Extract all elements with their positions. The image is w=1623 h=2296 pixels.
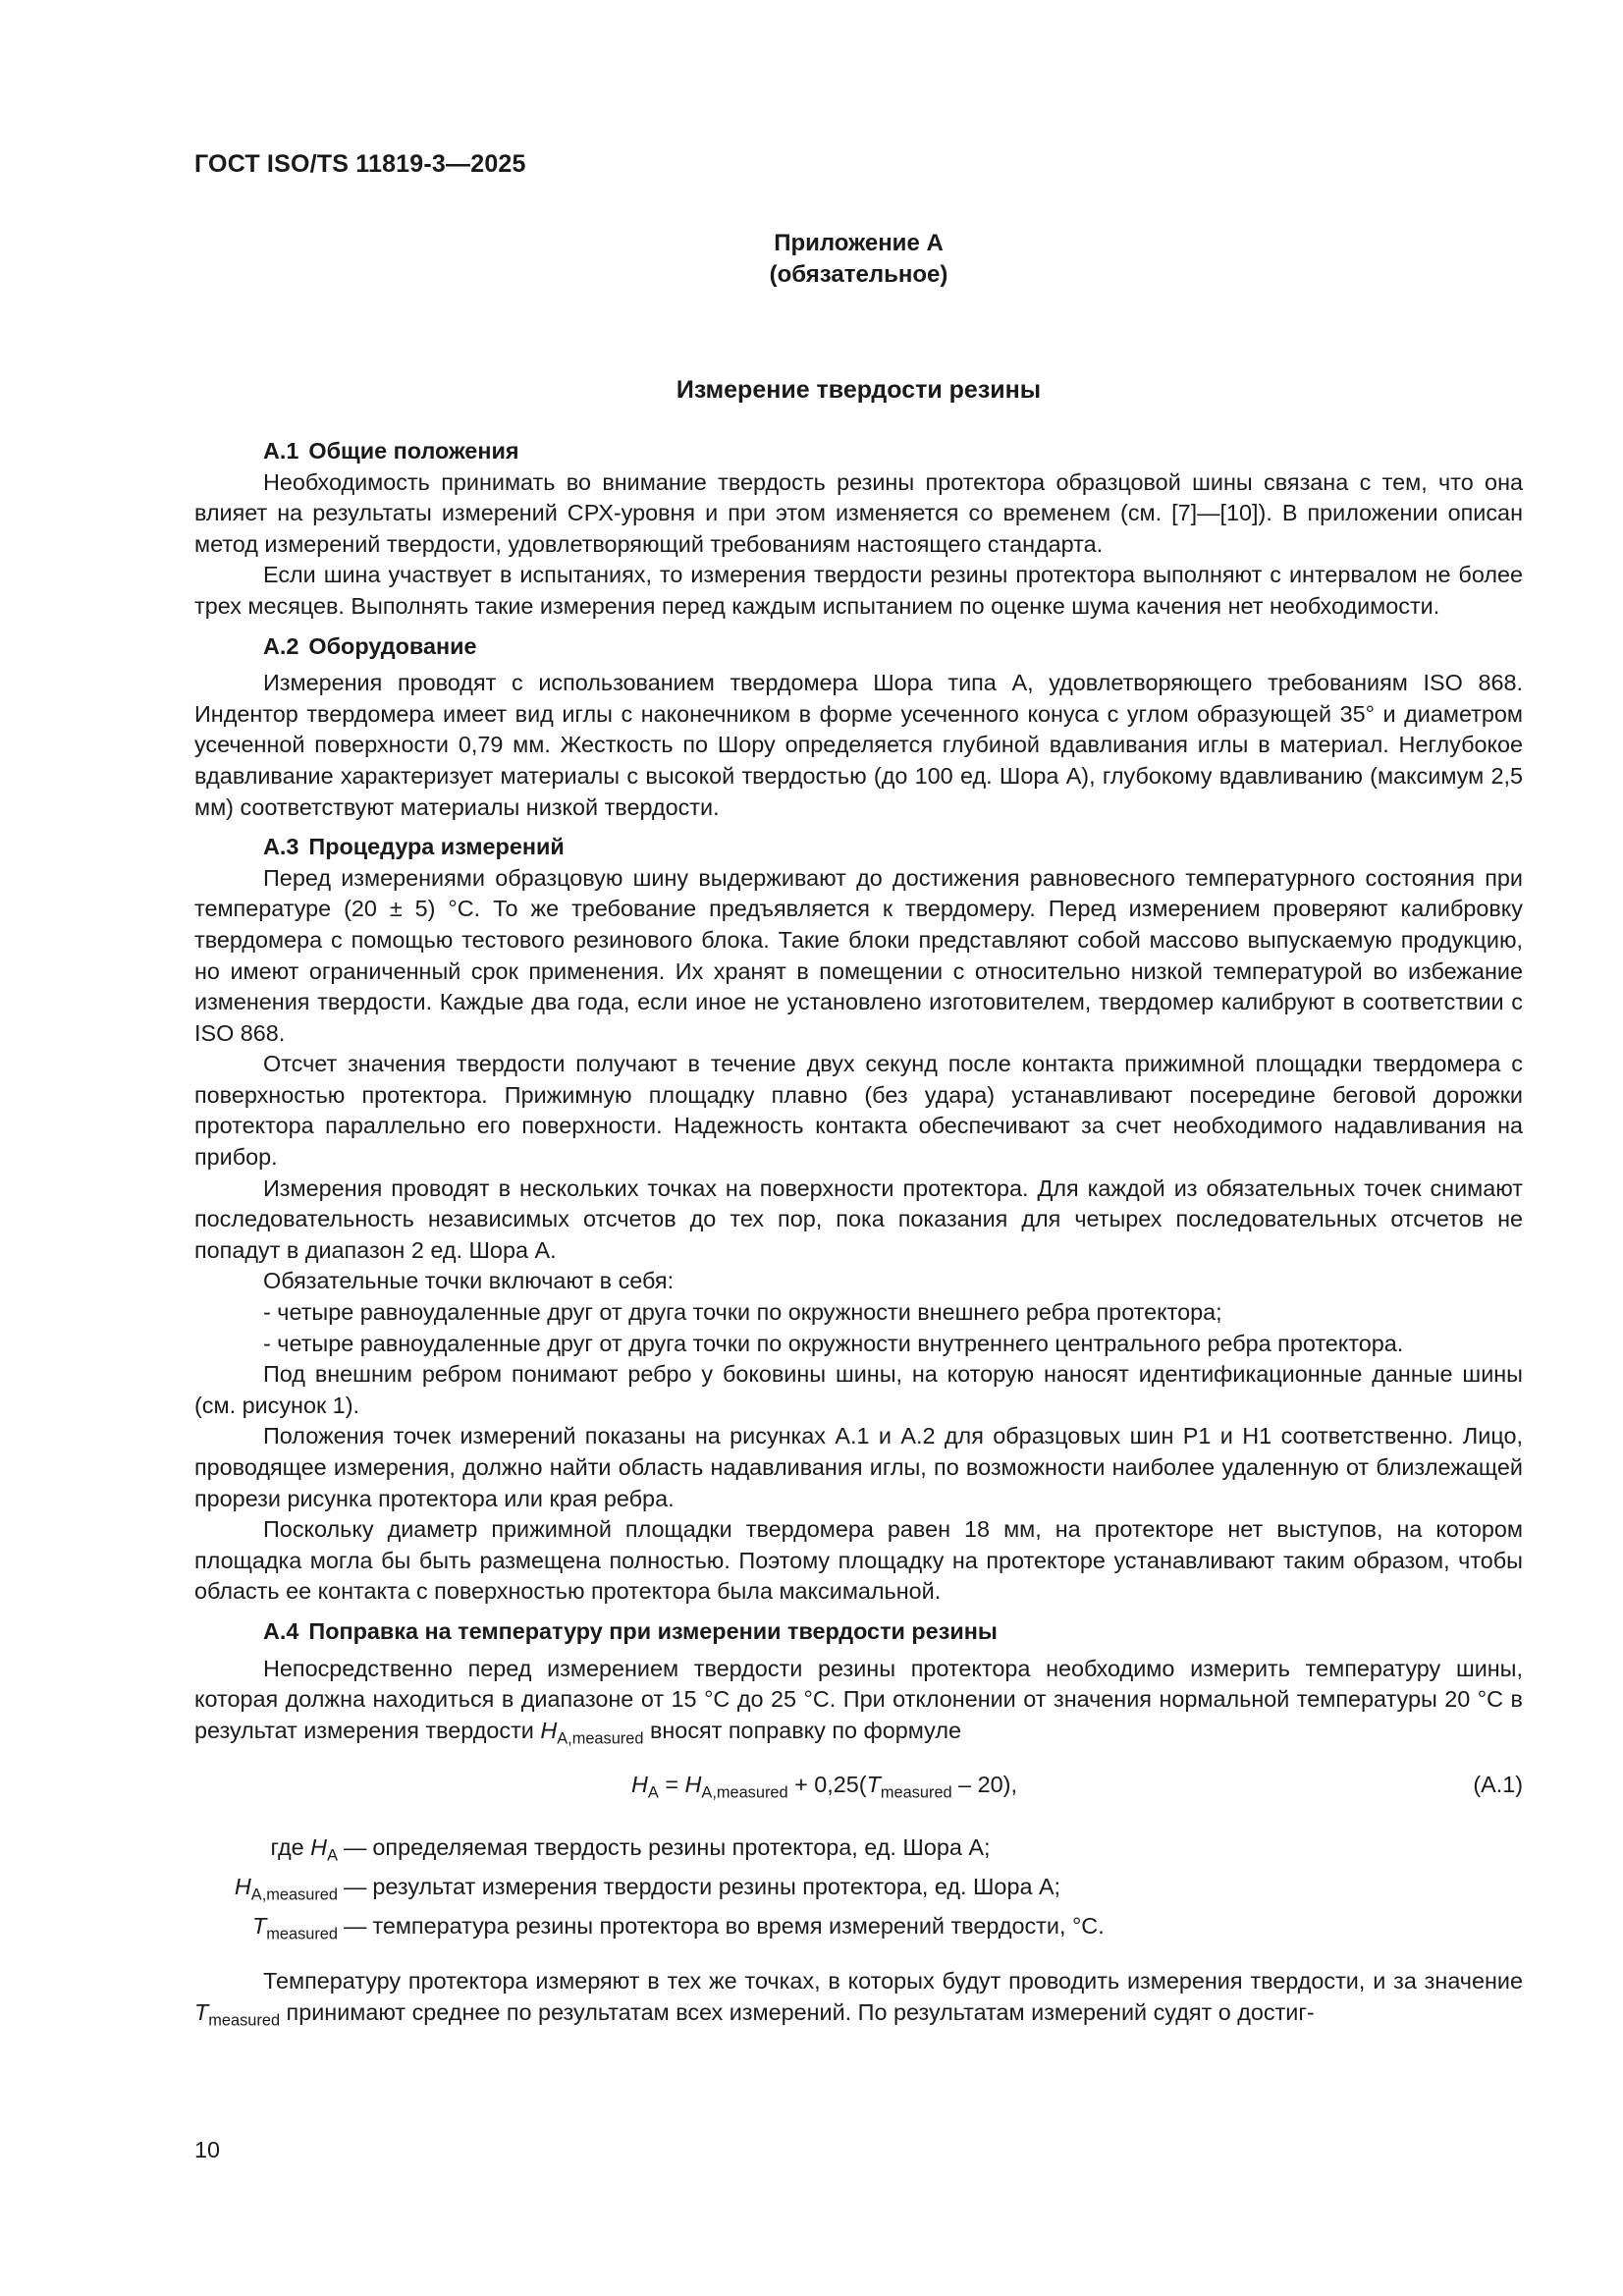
paragraph: Поскольку диаметр прижимной площадки твердомера равен 18 мм, на протекторе нет выступов, на котором площадка могла бы быть размещена полностью. Поэтому площадку на протекторе устанавливают таким образом, чтобы область ее контакта с поверхностью протектора была максимальной. <box>194 1516 1523 1605</box>
symbol-subscript: measured <box>266 1926 338 1944</box>
formula-variable: H <box>684 1772 702 1798</box>
paragraph-text: принимают среднее по результатам всех измерений. По результатам измерений судят о достиг- <box>286 1998 1315 2025</box>
formula-subscript: A,measured <box>701 1784 788 1803</box>
symbol-variable: T <box>251 1913 267 1940</box>
symbol-variable: T <box>194 1998 209 2025</box>
section-number: А.1 <box>263 438 299 464</box>
symbol-variable: H <box>234 1874 251 1900</box>
paragraph <box>194 1654 1523 1747</box>
paragraph: Положения точек измерений показаны на рисунках А.1 и А.2 для образцовых шин Р1 и Н1 соответственно. Лицо, проводящее измерения, должно найти область надавливания иглы, по возможности наиболее удаленную от близлежащей прорези рисунка протектора или края ребра. <box>194 1423 1523 1511</box>
symbol-subscript: A,measured <box>557 1729 644 1748</box>
symbol-subscript: measured <box>208 2011 281 2030</box>
symbol-subscript: A,measured <box>250 1886 338 1905</box>
definition-symbol <box>194 1911 338 1942</box>
definition-dash: — <box>344 1913 367 1940</box>
paragraph-text: Температуру протектора измеряют в тех же точках, в которых будут проводить измерения твердости, и за значение <box>263 1968 1523 1995</box>
section-title: Процедура измерений <box>308 834 565 860</box>
document-body <box>194 436 1523 2029</box>
paragraph: Отсчет значения твердости получают в течение двух секунд после контакта прижимной площадки твердомера с поверхностью протектора. Прижимную площадку плавно (без удара) устанавливают посередине беговой дорожки протектора параллельно его поверхности. Надежность контакта обеспечивают за счет необходимого надавливания на прибор. <box>194 1051 1523 1171</box>
formula-subscript: A <box>647 1784 659 1803</box>
paragraph: Необходимость принимать во внимание твердость резины протектора образцовой шины связана с тем, что она влияет на результаты измерений СРХ-уровня и при этом изменяется со временем (см. [7]—[10]). В приложении описан метод измерений твердости, удовлетворяющий требованиям настоящего стандарта. <box>194 468 1523 557</box>
formula-number: (А.1) <box>1473 1772 1523 1798</box>
definition-row <box>194 1911 1523 1950</box>
where-label: где <box>270 1834 304 1861</box>
section-title: Общие положения <box>308 438 519 464</box>
paragraph <box>194 1966 1523 2028</box>
definition-symbol <box>194 1832 338 1864</box>
page-number: 10 <box>194 2137 221 2162</box>
section-number: А.2 <box>263 632 299 659</box>
paragraph-text: вносят поправку по формуле <box>649 1717 961 1743</box>
document-header: ГОСТ ISO/TS 11819-3—2025 <box>194 150 526 178</box>
section-heading-a2 <box>194 631 1523 663</box>
paragraph-text: Непосредственно перед измерением твердости резины протектора необходимо измерить температуру шины, которая должна находиться в диапазоне от 15 °С до 25 °С. При отклонении от значения нормальной температуры 20 °С в результат измерения твердости <box>194 1655 1523 1743</box>
section-title: Оборудование <box>308 632 477 659</box>
section-number: А.3 <box>263 834 299 860</box>
section-heading-a4 <box>194 1616 1523 1648</box>
annex-title: Измерение твердости резины <box>676 376 1042 404</box>
section-heading-a1 <box>194 436 1523 467</box>
formula-variable: T <box>866 1772 881 1798</box>
annex-name: Приложение А <box>774 230 944 256</box>
formula-variable: H <box>631 1772 648 1798</box>
paragraph: Обязательные точки включают в себя: <box>263 1268 675 1294</box>
section-number: А.4 <box>263 1617 299 1644</box>
formula-block <box>194 1762 1523 1813</box>
symbol-subscript: A <box>327 1847 338 1866</box>
symbol-variable: H <box>540 1717 558 1743</box>
section-title: Поправка на температуру при измерении твердости резины <box>308 1617 998 1644</box>
definition-row <box>194 1832 1523 1872</box>
paragraph: Перед измерениями образцовую шину выдерживают до достижения равновесного температурного состояния при температуре (20 ± 5) °С. То же требование предъявляется к твердомеру. Перед измерением проверяют калибровку твердомера с помощью тестового резинового блока. Такие блоки представляют собой массово выпускаемую продукцию, но имеют ограниченный срок применения. Их хранят в помещении с относительно низкой температурой во избежание изменения твердости. Каждые два года, если иное не установлено изготовителем, твердомер калибруют в соответствии с ISO 868. <box>194 864 1523 1046</box>
annex-label <box>194 228 1523 291</box>
list-item: - четыре равноудаленные друг от друга точки по окружности внешнего ребра протектора; <box>263 1299 1222 1326</box>
section-heading-a3 <box>194 832 1523 863</box>
formula-subscript: measured <box>880 1784 952 1803</box>
formula <box>631 1770 1017 1801</box>
definition-dash: — <box>344 1834 367 1861</box>
formula-operator: – 20), <box>951 1772 1017 1798</box>
formula-operator: + 0,25( <box>787 1772 867 1798</box>
definition-text: определяемая твердость резины протектора, ед. Шора А; <box>372 1834 991 1861</box>
definition-text: температура резины протектора во время измерений твердости, °С. <box>372 1913 1105 1940</box>
paragraph: Если шина участвует в испытаниях, то измерения твердости резины протектора выполняют с интервалом не более трех месяцев. Выполнять такие измерения перед каждым испытанием по оценке шума качения нет необходимости. <box>194 562 1523 619</box>
annex-status: (обязательное) <box>769 261 948 288</box>
definition-text: результат измерения твердости резины протектора, ед. Шора А; <box>372 1874 1061 1900</box>
definitions-list <box>194 1832 1523 1950</box>
definition-dash: — <box>344 1874 367 1900</box>
paragraph: Под внешним ребром понимают ребро у боковины шины, на которую наносят идентификационные данные шины (см. рисунок 1). <box>194 1361 1523 1418</box>
paragraph: Измерения проводят в нескольких точках на поверхности протектора. Для каждой из обязательных точек снимают последовательность независимых отсчетов до тех пор, пока показания для четырех последовательных отсчетов не попадут в диапазон 2 ед. Шора А. <box>194 1175 1523 1263</box>
paragraph: Измерения проводят с использованием твердомера Шора типа А, удовлетворяющего требованиям ISO 868. Индентор твердомера имеет вид иглы с наконечником в форме усеченного конуса с углом образующей 35° и диаметром усеченной поверхности 0,79 мм. Жесткость по Шору определяется глубиной вдавливания иглы в материал. Неглубокое вдавливание характеризует материалы с высокой твердостью (до 100 ед. Шора А), глубокому вдавливанию (максимум 2,5 мм) соответствуют материалы низкой твердости. <box>194 670 1523 820</box>
list-item: - четыре равноудаленные друг от друга точки по окружности внутреннего центрального ребра протектора. <box>263 1330 1404 1356</box>
definition-row <box>194 1872 1523 1911</box>
definition-symbol <box>194 1872 338 1903</box>
symbol-variable: H <box>310 1834 328 1861</box>
formula-operator: = <box>658 1772 685 1798</box>
